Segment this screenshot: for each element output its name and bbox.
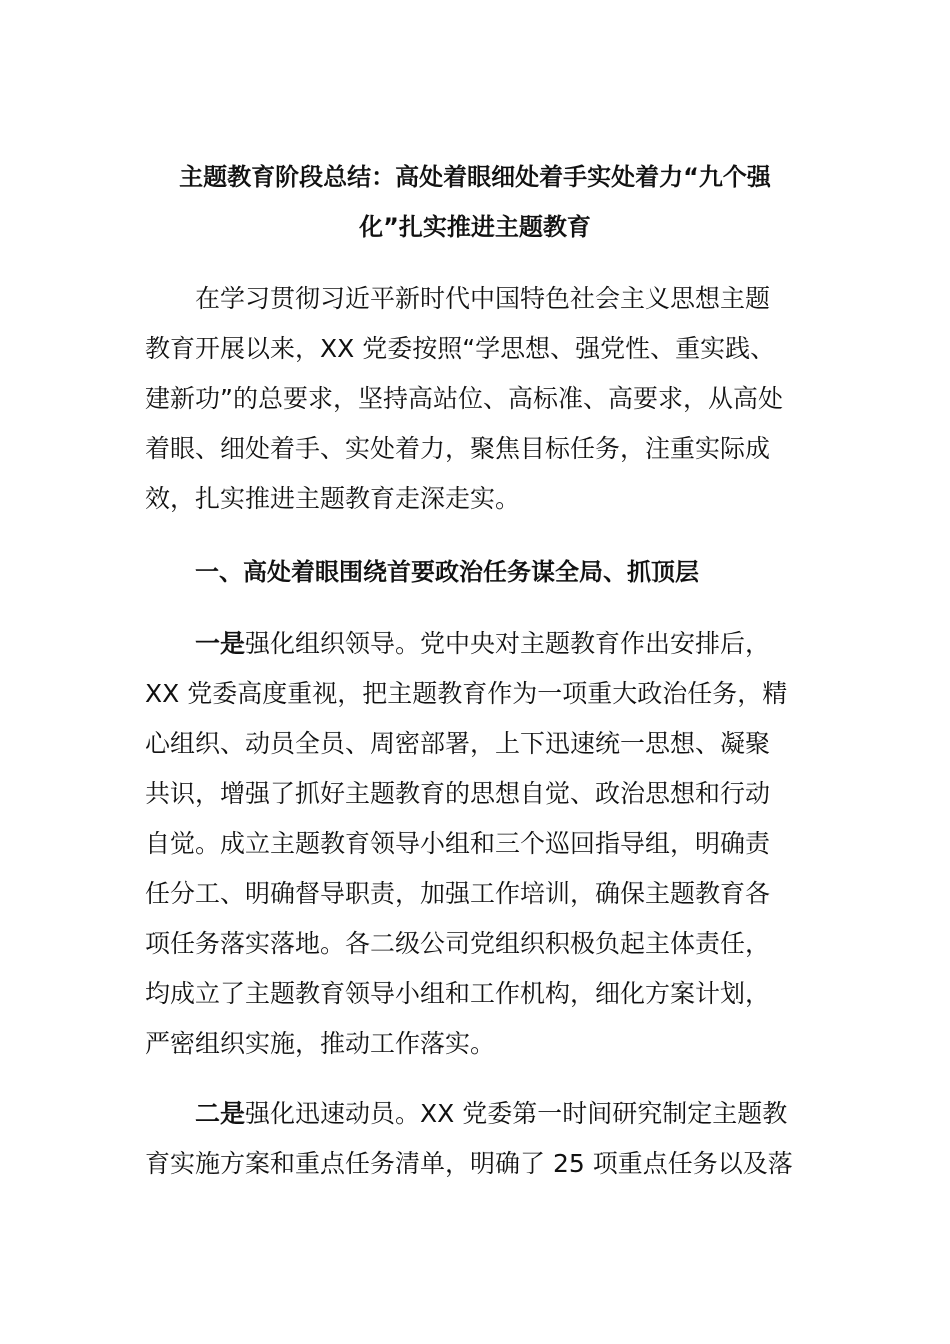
- item-two-line: 育实施方案和重点任务清单，明确了 25 项重点任务以及落: [145, 1149, 793, 1178]
- item-one-line: 均成立了主题教育领导小组和工作机构，细化方案计划，: [145, 979, 771, 1008]
- item-one-first-line: [145, 619, 805, 669]
- section-heading-1: 一、高处着眼围绕首要政治任务谋全局、抓顶层: [195, 558, 699, 586]
- item-one-paragraph: [145, 619, 805, 1069]
- item-one-line: 共识，增强了抓好主题教育的思想自觉、政治思想和行动: [145, 779, 771, 808]
- intro-line-1: 在学习贯彻习近平新时代中国特色社会主义思想主题: [195, 284, 771, 313]
- intro-line-3: 建新功”的总要求，坚持高站位、高标准、高要求，从高处: [145, 384, 783, 413]
- intro-line-5: 效，扎实推进主题教育走深走实。: [145, 484, 521, 513]
- intro-line-2: 教育开展以来，XX 党委按照“学思想、强党性、重实践、: [145, 334, 776, 363]
- item-one-line: 项任务落实落地。各二级公司党组织积极负起主体责任，: [145, 929, 771, 958]
- item-one-line: XX 党委高度重视，把主题教育作为一项重大政治任务，精: [145, 679, 788, 708]
- document-title: [140, 152, 810, 252]
- item-one-lead: 一是: [195, 629, 246, 658]
- item-two-lead: 二是: [195, 1099, 246, 1128]
- item-two-paragraph: [145, 1089, 805, 1189]
- item-one-line: 严密组织实施，推动工作落实。: [145, 1029, 496, 1058]
- item-two-first-line-text: 强化迅速动员。XX 党委第一时间研究制定主题教: [245, 1099, 788, 1128]
- item-one-line: 心组织、动员全员、周密部署，上下迅速统一思想、凝聚: [145, 729, 771, 758]
- intro-paragraph: [145, 274, 805, 524]
- item-one-line: 任分工、明确督导职责，加强工作培训，确保主题教育各: [145, 879, 771, 908]
- item-one-line: 自觉。成立主题教育领导小组和三个巡回指导组，明确责: [145, 829, 771, 858]
- title-line-2: 化”扎实推进主题教育: [359, 213, 591, 241]
- item-one-first-line-text: 强化组织领导。党中央对主题教育作出安排后，: [245, 629, 771, 658]
- item-two-first-line: [145, 1089, 805, 1139]
- intro-line-4: 着眼、细处着手、实处着力，聚焦目标任务，注重实际成: [145, 434, 771, 463]
- title-line-1: 主题教育阶段总结：高处着眼细处着手实处着力“九个强: [179, 163, 771, 191]
